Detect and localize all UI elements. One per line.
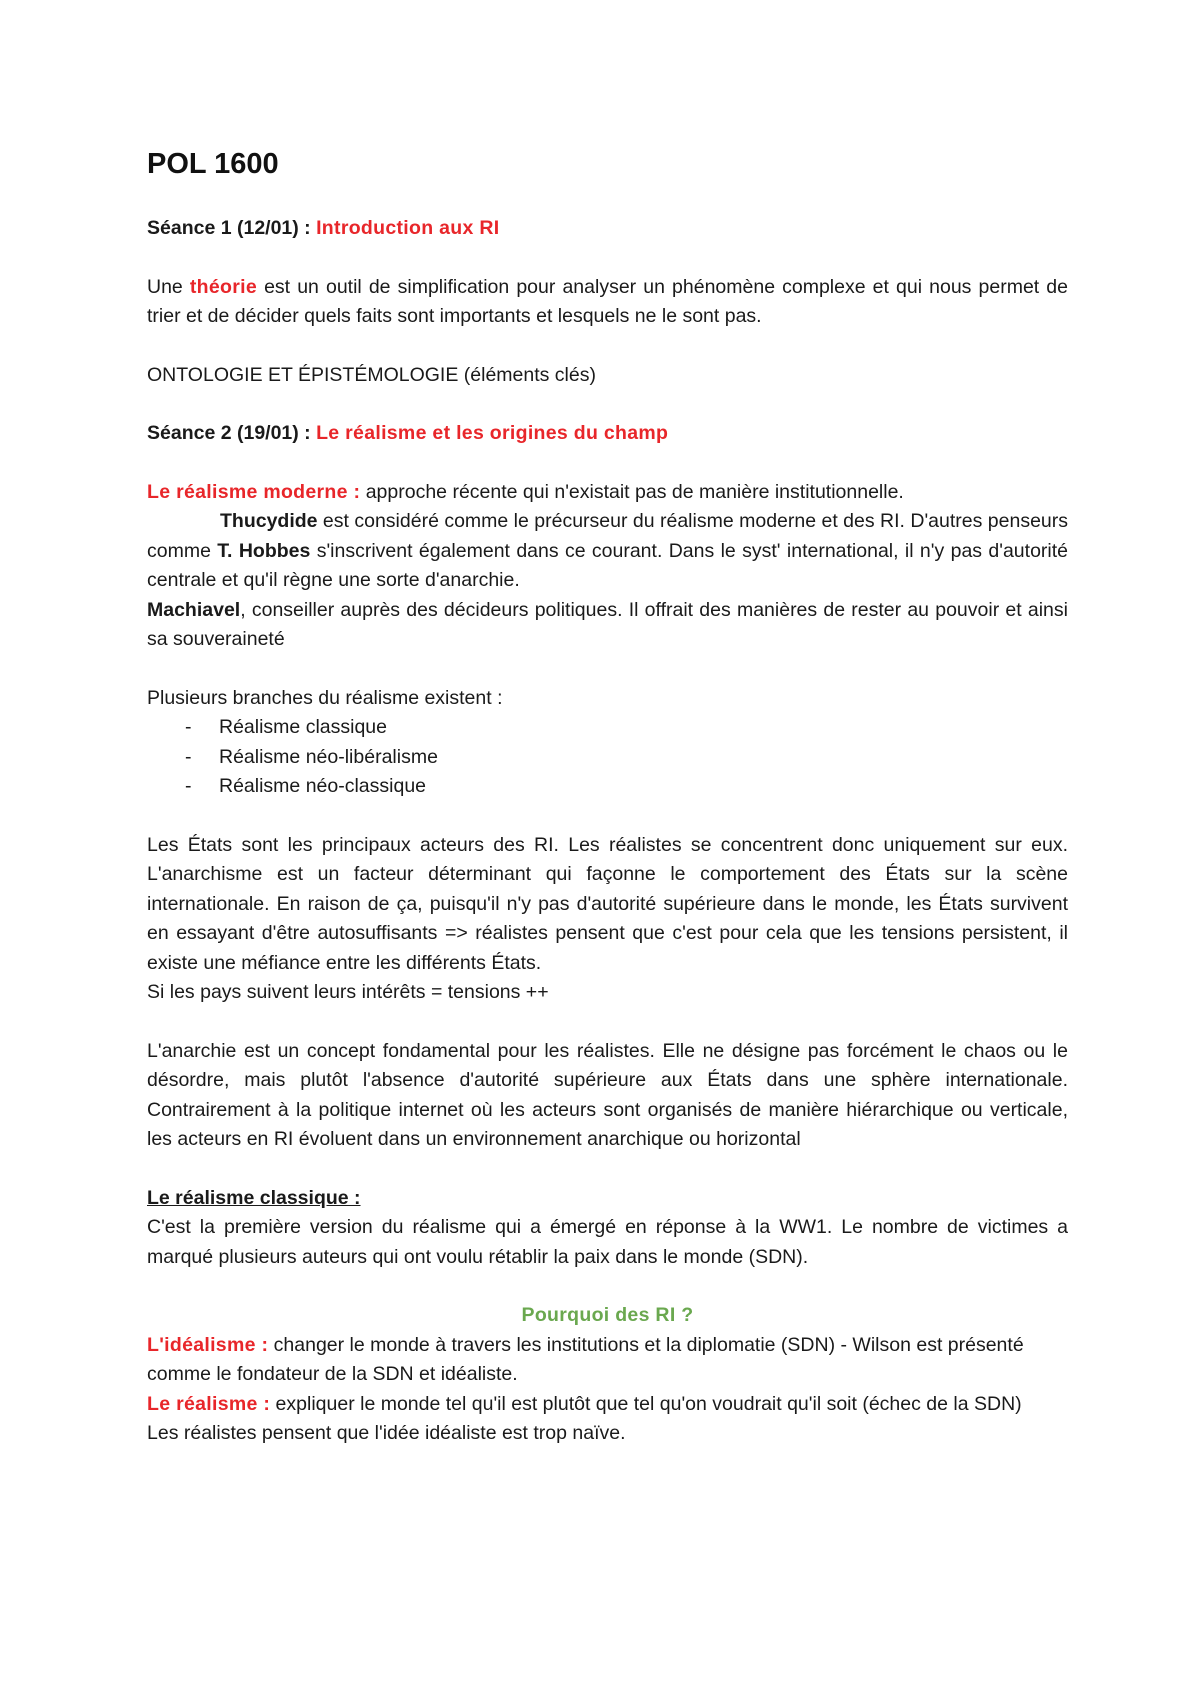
- machiavel-paragraph: [147, 596, 1068, 655]
- theory-text: est un outil de simplification pour analyser un phénomène complexe et qui nous permet de trier et de décider quels faits sont importants et lesquels ne le sont pas.: [147, 275, 1068, 327]
- list-item-label: Réalisme néo-libéralisme: [219, 745, 438, 768]
- classic-realism-heading: [147, 1184, 1068, 1214]
- theory-prefix: Une: [147, 275, 190, 298]
- document-title: POL 1600: [147, 148, 279, 180]
- modern-realism-intro-text: approche récente qui n'existait pas de manière institutionnelle.: [360, 480, 904, 503]
- thucydide-paragraph: [147, 507, 1068, 596]
- idealism-paragraph: [147, 1331, 1068, 1390]
- list-item-label: Réalisme classique: [219, 716, 387, 738]
- list-item-label: Réalisme néo-classique: [219, 775, 427, 797]
- session1-label: Séance 1 (12/01) :: [147, 217, 317, 239]
- theory-keyword: théorie: [189, 275, 257, 298]
- list-bullet: -: [185, 745, 192, 768]
- list-item: [147, 743, 1068, 773]
- states-paragraph: Les États sont les principaux acteurs des RI. Les réalistes se concentrent donc uniquement sur eux. L'anarchisme est un facteur déterminant qui façonne le comportement des États sur la scène internationale. En raison de ça, puisqu'il n'y pas d'autorité supérieure dans le monde, les États survivent en essayant d'être autosuffisants => réalistes pensent que c'est pour cela que les tensions persistent, il existe une méfiance entre les différents États.: [147, 833, 1068, 974]
- hobbes-text: s'inscrivent également dans ce courant. Dans le syst' international, il n'y pas d'autorité centrale et qu'il règne une sorte d'anarchie.: [147, 539, 1069, 591]
- list-bullet: -: [185, 716, 192, 738]
- idealism-keyword: L'idéalisme :: [147, 1333, 269, 1356]
- classic-realism-heading-text: Le réalisme classique :: [147, 1186, 361, 1209]
- session2-heading: [147, 419, 1068, 449]
- classic-realism-paragraph: C'est la première version du réalisme qui a émergé en réponse à la WW1. Le nombre de victimes a marqué plusieurs auteurs qui ont voulu rétablir la paix dans le monde (SDN).: [147, 1216, 1068, 1268]
- list-item: [147, 713, 1068, 743]
- tensions-line: Si les pays suivent leurs intérêts = tensions ++: [147, 981, 549, 1003]
- machiavel-text: , conseiller auprès des décideurs politiques. Il offrait des manières de rester au pouvoir et ainsi sa souveraineté: [147, 598, 1068, 650]
- anarchy-paragraph: L'anarchie est un concept fondamental pour les réalistes. Elle ne désigne pas forcément le chaos ou le désordre, mais plutôt l'absence d'autorité supérieure aux États dans une sphère internationale. Contrairement à la politique internet où les acteurs sont organisés de manière hiérarchique ou verticale, les acteurs en RI évoluent dans un environnement anarchique ou horizontal: [147, 1039, 1068, 1150]
- modern-realism-intro: [147, 478, 1068, 508]
- realism-text: expliquer le monde tel qu'il est plutôt que tel qu'on voudrait qu'il soit (échec de la SDN): [270, 1392, 1022, 1415]
- ontology-line: ONTOLOGIE ET ÉPISTÉMOLOGIE (éléments clés): [147, 363, 596, 386]
- list-item: [147, 772, 1068, 802]
- branches-intro: Plusieurs branches du réalisme existent :: [147, 686, 503, 709]
- theory-paragraph: [147, 273, 1068, 332]
- session1-topic: Introduction aux RI: [316, 217, 500, 239]
- session2-topic: Le réalisme et les origines du champ: [316, 422, 669, 444]
- realism-keyword: Le réalisme :: [147, 1392, 271, 1415]
- idealism-text: changer le monde à travers les institutions et la diplomatie (SDN) - Wilson est présenté comme le fondateur de la SDN et idéaliste.: [147, 1333, 1024, 1385]
- thucydide-name: Thucydide: [220, 510, 318, 532]
- thucydide-text: est considéré comme le précurseur du réalisme moderne et des RI. D'autres penseurs comme: [147, 510, 1068, 562]
- session2-label: Séance 2 (19/01) :: [147, 422, 317, 444]
- list-bullet: -: [185, 775, 192, 797]
- machiavel-name: Machiavel: [147, 598, 241, 621]
- modern-realism-keyword: Le réalisme moderne :: [147, 480, 361, 503]
- realism-paragraph: [147, 1390, 1068, 1420]
- branches-list: [147, 713, 1068, 802]
- session1-heading: [147, 214, 1068, 244]
- why-ri-heading-text: Pourquoi des RI ?: [521, 1304, 694, 1326]
- conclusion-line: Les réalistes pensent que l'idée idéaliste est trop naïve.: [147, 1422, 626, 1444]
- why-ri-heading: [147, 1301, 1068, 1331]
- hobbes-name: T. Hobbes: [217, 539, 311, 562]
